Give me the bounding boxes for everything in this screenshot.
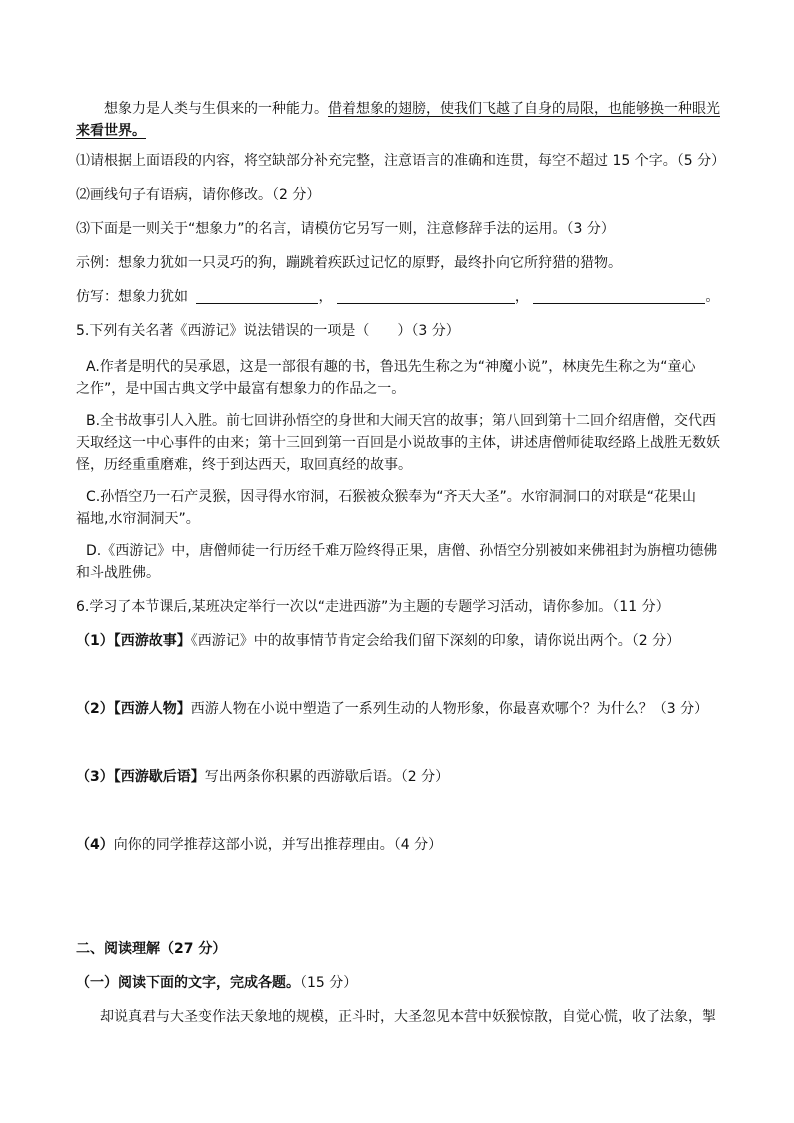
reading-passage-start	[76, 1004, 734, 1030]
part1-score: （15 分）	[300, 975, 358, 991]
part1-title: （一）阅读下面的文字，完成各题。	[76, 975, 300, 991]
q6-sub2-text: 西游人物在小说中塑造了一系列生动的人物形象，你最喜欢哪个？为什么？（3 分）	[190, 701, 709, 717]
q4-sub1: ⑴请根据上面语段的内容，将空缺部分补充完整，注意语言的准确和连贯，每空不超过 15 个字。（5 分）	[76, 153, 726, 169]
q5-option-b-line3: 怪，历经重重磨难，终于到达西天，取回真经的故事。	[76, 457, 412, 473]
q4-example: 示例：想象力犹如一只灵巧的狗，蹦跳着疾跃过记忆的原野，最终扑向它所狩猎的猎物。	[76, 255, 622, 271]
answer-blank-3[interactable]	[533, 287, 705, 304]
q6-sub1-tag: 【西游故事】	[113, 633, 191, 649]
underlined-sentence: 借着想象的翅膀，使我们飞越了自身的局限，也能够换一种眼光	[328, 101, 720, 117]
blank-separator-2: ，	[514, 289, 529, 305]
q4-sub2: ⑵画线句子有语病，请你修改。（2 分）	[76, 187, 321, 203]
q6-sub2-number: （2）	[76, 701, 114, 717]
answer-blank-1[interactable]	[196, 287, 318, 304]
q5-option-b-line1: B.全书故事引人入胜。前七回讲孙悟空的身世和大闹天宫的故事；第八回到第十二回介绍唐僧，交代西	[86, 413, 717, 429]
q5-stem: 5.下列有关名著《西游记》说法错误的一项是（ ）（3 分）	[76, 323, 460, 339]
q6-sub3-tag: 【西游歇后语】	[113, 769, 205, 785]
q6-sub2	[76, 696, 734, 722]
q5-option-c-line2: 福地,水帘洞洞天”。	[76, 511, 200, 527]
q6-sub1-number: （1）	[76, 633, 114, 649]
q6-sub4	[76, 832, 734, 858]
section2-title: 二、阅读理解（27 分）	[76, 941, 227, 957]
q6-sub4-number: （4）	[76, 837, 114, 853]
q5-option-d-line1: D.《西游记》中，唐僧师徒一行历经千难万险终得正果，唐僧、孙悟空分别被如来佛祖封为旃檀功德佛	[86, 543, 718, 559]
q6-stem: 6.学习了本节课后,某班决定举行一次以“走进西游”为主题的专题学习活动，请你参加。（11 分）	[76, 599, 670, 615]
passage-normal-text: 想象力是人类与生俱来的一种能力。	[104, 101, 328, 117]
q6-sub1	[76, 628, 734, 654]
reading-passage-text: 却说真君与大圣变作法天象地的规模，正斗时，大圣忽见本营中妖猴惊散，自觉心慌，收了法象，掣	[100, 1009, 716, 1025]
q5-option-b-line2: 天取经这一中心事件的由来；第十三回到第一百回是小说故事的主体，讲述唐僧师徒取经路上战胜无数妖	[76, 435, 720, 451]
q6-sub3-number: （3）	[76, 769, 114, 785]
q4-sub3: ⑶下面是一则关于“想象力”的名言，请模仿它另写一则，注意修辞手法的运用。（3 分）	[76, 221, 615, 237]
q5-option-a-line1: A.作者是明代的吴承恩，这是一部很有趣的书，鲁迅先生称之为“神魔小说”，林庚先生称之为“童心	[86, 359, 696, 375]
blank-end: 。	[705, 289, 720, 305]
q6-sub3-text: 写出两条你积累的西游歇后语。（2 分）	[204, 769, 450, 785]
passage-line-2-text: 来看世界。	[76, 123, 146, 139]
q5-option-c-line1: C.孙悟空乃一石产灵猴，因寻得水帘洞，石猴被众猴奉为“齐天大圣”。水帘洞洞口的对联是“花果山	[86, 489, 696, 505]
q5-option-d-line2: 和斗战胜佛。	[76, 565, 160, 581]
section2-part1-heading	[76, 970, 734, 996]
q5-option-a-line2: 之作”，是中国古典文学中最富有想象力的作品之一。	[76, 381, 406, 397]
q6-sub3	[76, 764, 734, 790]
blank-separator-1: ，	[318, 289, 333, 305]
answer-blank-2[interactable]	[337, 287, 515, 304]
q6-sub1-text: 《西游记》中的故事情节肯定会给我们留下深刻的印象，请你说出两个。（2 分）	[190, 633, 681, 649]
passage-line-2	[76, 118, 734, 144]
q6-sub4-text: 向你的同学推荐这部小说，并写出推荐理由。（4 分）	[113, 837, 443, 853]
q4-imitate	[76, 284, 734, 310]
q6-sub2-tag: 【西游人物】	[113, 701, 191, 717]
imitate-prefix: 仿写：想象力犹如	[76, 289, 188, 305]
